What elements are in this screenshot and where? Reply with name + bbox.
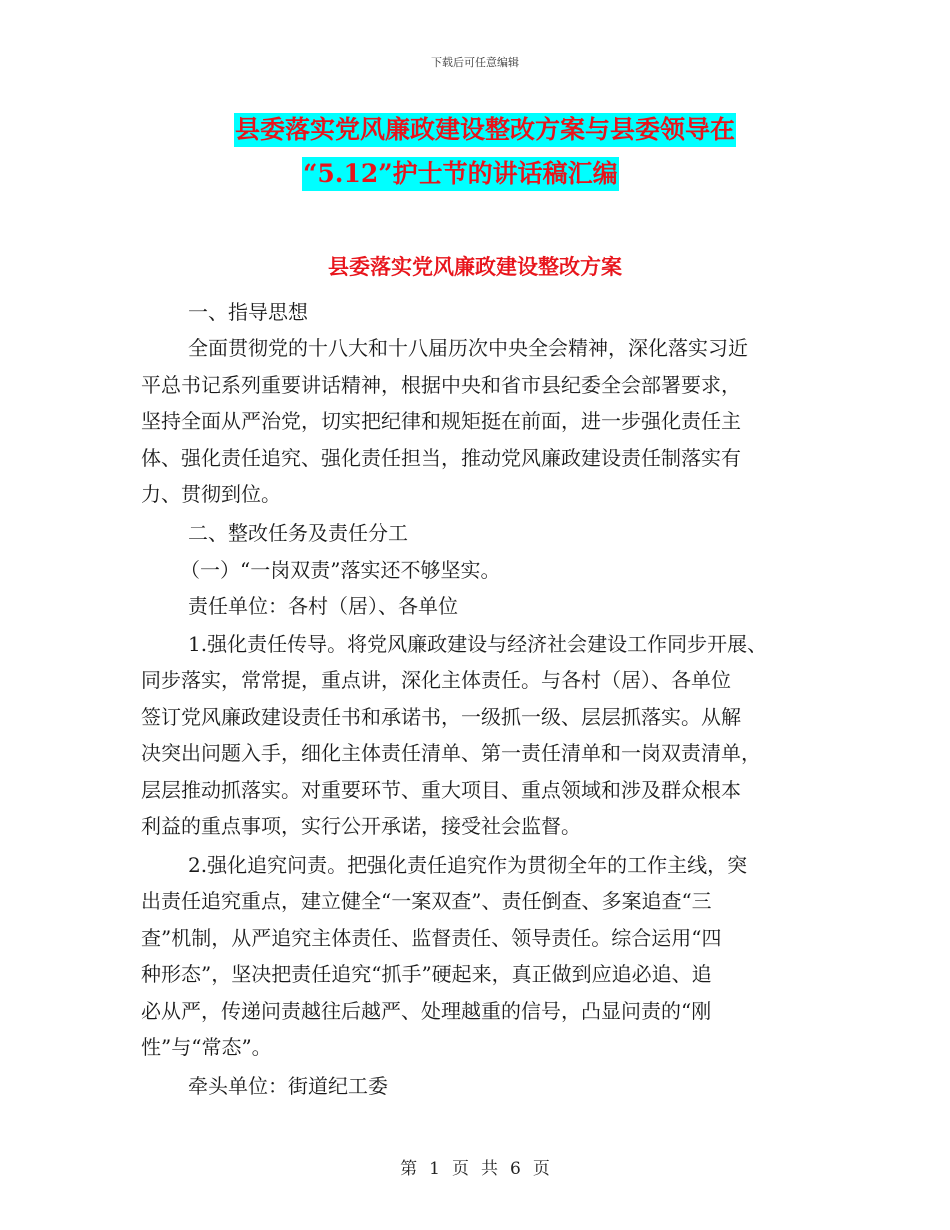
paragraph-line: 同步落实，常常提，重点讲，深化主体责任。与各村（居）、各单位 bbox=[141, 668, 731, 692]
section-subtitle: 县委落实党风廉政建设整改方案 bbox=[328, 254, 622, 279]
footer-prefix: 第 bbox=[400, 1159, 418, 1179]
lead-unit: 牵头单位：街道纪工委 bbox=[188, 1074, 388, 1098]
paragraph-line: 全面贯彻党的十八大和十八届历次中央全会精神，深化落实习近 bbox=[188, 336, 748, 360]
paragraph-line: 利益的重点事项，实行公开承诺，接受社会监督。 bbox=[141, 814, 581, 838]
paragraph-line: 层层推动抓落实。对重要环节、重大项目、重点领域和涉及群众根本 bbox=[141, 778, 741, 802]
document-title-line-2: “5.12”护士节的讲话稿汇编 bbox=[302, 157, 619, 191]
responsible-units: 责任单位：各村（居）、各单位 bbox=[188, 594, 458, 618]
header-note: 下载后可任意编辑 bbox=[431, 56, 519, 69]
paragraph-line: 体、强化责任追究、强化责任担当，推动党风廉政建设责任制落实有 bbox=[141, 446, 741, 470]
paragraph-line: 1.强化责任传导。将党风廉政建设与经济社会建设工作同步开展、 bbox=[188, 632, 768, 656]
paragraph-line: 2.强化追究问责。把强化责任追究作为贯彻全年的工作主线，突 bbox=[188, 853, 748, 877]
paragraph-line: 查”机制，从严追究主体责任、监督责任、领导责任。综合运用“四 bbox=[141, 926, 722, 950]
paragraph-line: 决突出问题入手，细化主体责任清单、第一责任清单和一岗双责清单， bbox=[141, 741, 761, 765]
paragraph-line: 平总书记系列重要讲话精神，根据中央和省市县纪委全会部署要求， bbox=[141, 373, 741, 397]
heading-rectification-tasks: 二、整改任务及责任分工 bbox=[188, 521, 408, 545]
footer-page-word: 页 bbox=[452, 1159, 469, 1179]
paragraph-line: 出责任追究重点，建立健全“一案双查”、责任倒查、多案追查“三 bbox=[141, 889, 712, 913]
heading-guiding-ideology: 一、指导思想 bbox=[188, 300, 308, 324]
paragraph-line: 必从严，传递问责越往后越严、处理越重的信号，凸显问责的“刚 bbox=[141, 999, 712, 1023]
paragraph-line: 坚持全面从严治党，切实把纪律和规矩挺在前面，进一步强化责任主 bbox=[141, 409, 741, 433]
page-footer bbox=[0, 1154, 950, 1179]
current-page-number: 1 bbox=[429, 1159, 440, 1179]
paragraph-line: 性”与“常态”。 bbox=[141, 1035, 272, 1059]
footer-suffix: 页 bbox=[532, 1159, 550, 1179]
paragraph-line: 签订党风廉政建设责任书和承诺书，一级抓一级、层层抓落实。从解 bbox=[141, 705, 741, 729]
footer-total-word: 共 bbox=[481, 1159, 498, 1179]
total-page-count: 6 bbox=[510, 1159, 521, 1179]
paragraph-line: 力、贯彻到位。 bbox=[141, 482, 281, 506]
paragraph-line: 种形态”，坚决把责任追究“抓手”硬起来，真正做到应追必追、追 bbox=[141, 962, 712, 986]
subheading-item-1: （一）“一岗双责”落实还不够坚实。 bbox=[180, 558, 501, 582]
document-title-line-1: 县委落实党风廉政建设整改方案与县委领导在 bbox=[234, 113, 736, 147]
